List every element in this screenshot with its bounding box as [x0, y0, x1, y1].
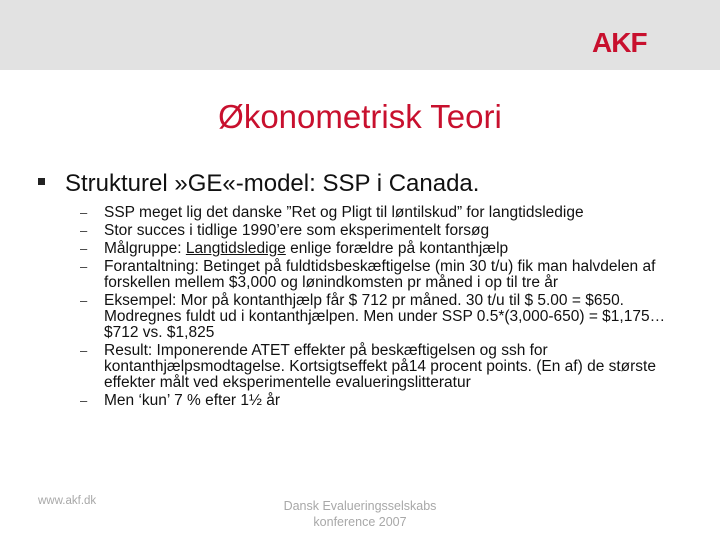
- main-bullet: [38, 170, 479, 198]
- dash-bullet-icon: –: [80, 241, 88, 256]
- list-item: [80, 204, 684, 221]
- dash-bullet-icon: –: [80, 205, 88, 220]
- dash-bullet-icon: –: [80, 259, 88, 274]
- sub-bullet-list: [80, 204, 684, 411]
- akf-logo: [592, 28, 684, 58]
- list-item: [80, 258, 684, 291]
- dash-bullet-icon: –: [80, 223, 88, 238]
- list-item: [80, 222, 684, 239]
- list-item-text: Eksempel: Mor på kontanthjælp får $ 712 pr måned. 30 t/u til $ 5.00 = $650. Modregnes fuldt ud i kontanthjælpen. Men under SSP 0.5*(3,000-650) = $1,175… $712 vs. $1,825: [104, 292, 666, 341]
- list-item-text: Men ‘kun’ 7 % efter 1½ år: [104, 392, 281, 409]
- dash-bullet-icon: –: [80, 293, 88, 308]
- footer-url: www.akf.dk: [38, 495, 97, 507]
- square-bullet-icon: [38, 178, 45, 185]
- footer-conference-line1: Dansk Evalueringsselskabs: [283, 499, 437, 513]
- list-item: [80, 240, 684, 257]
- malgruppe-underlined: Langtidsledige: [185, 240, 286, 257]
- footer-conference: [260, 498, 460, 530]
- dash-bullet-icon: –: [80, 393, 88, 408]
- list-item-text: Forantaltning: Betinget på fuldtidsbeskæftigelse (min 30 t/u) fik man halvdelen af forskellen mellem $3,000 og lønindkomsten pr måned i op til tre år: [104, 258, 656, 291]
- list-item-text: Result: Imponerende ATET effekter på beskæftigelsen og ssh for kontanthjælpsmodtagelse. Kortsigtseffekt på14 procent points. (En af) de største effekter målt ved eksperimentelle evalueringslitteratur: [104, 342, 656, 391]
- list-item: [80, 342, 684, 391]
- dash-bullet-icon: –: [80, 343, 88, 358]
- slide-title: Økonometrisk Teori: [218, 98, 502, 135]
- list-item-text: Stor succes i tidlige 1990’ere som eksperimentelt forsøg: [104, 222, 490, 239]
- footer-conference-line2: konference 2007: [313, 515, 407, 529]
- list-item-text: SSP meget lig det danske ”Ret og Pligt til løntilskud” for langtidsledige: [104, 204, 584, 221]
- malgruppe-prefix: Målgruppe:: [104, 240, 186, 257]
- malgruppe-suffix: enlige forældre på kontanthjælp: [285, 240, 509, 257]
- list-item: [80, 292, 684, 341]
- main-bullet-text: Strukturel »GE«-model: SSP i Canada.: [65, 170, 480, 197]
- list-item: [80, 392, 684, 409]
- logo-text: AKF: [592, 28, 647, 58]
